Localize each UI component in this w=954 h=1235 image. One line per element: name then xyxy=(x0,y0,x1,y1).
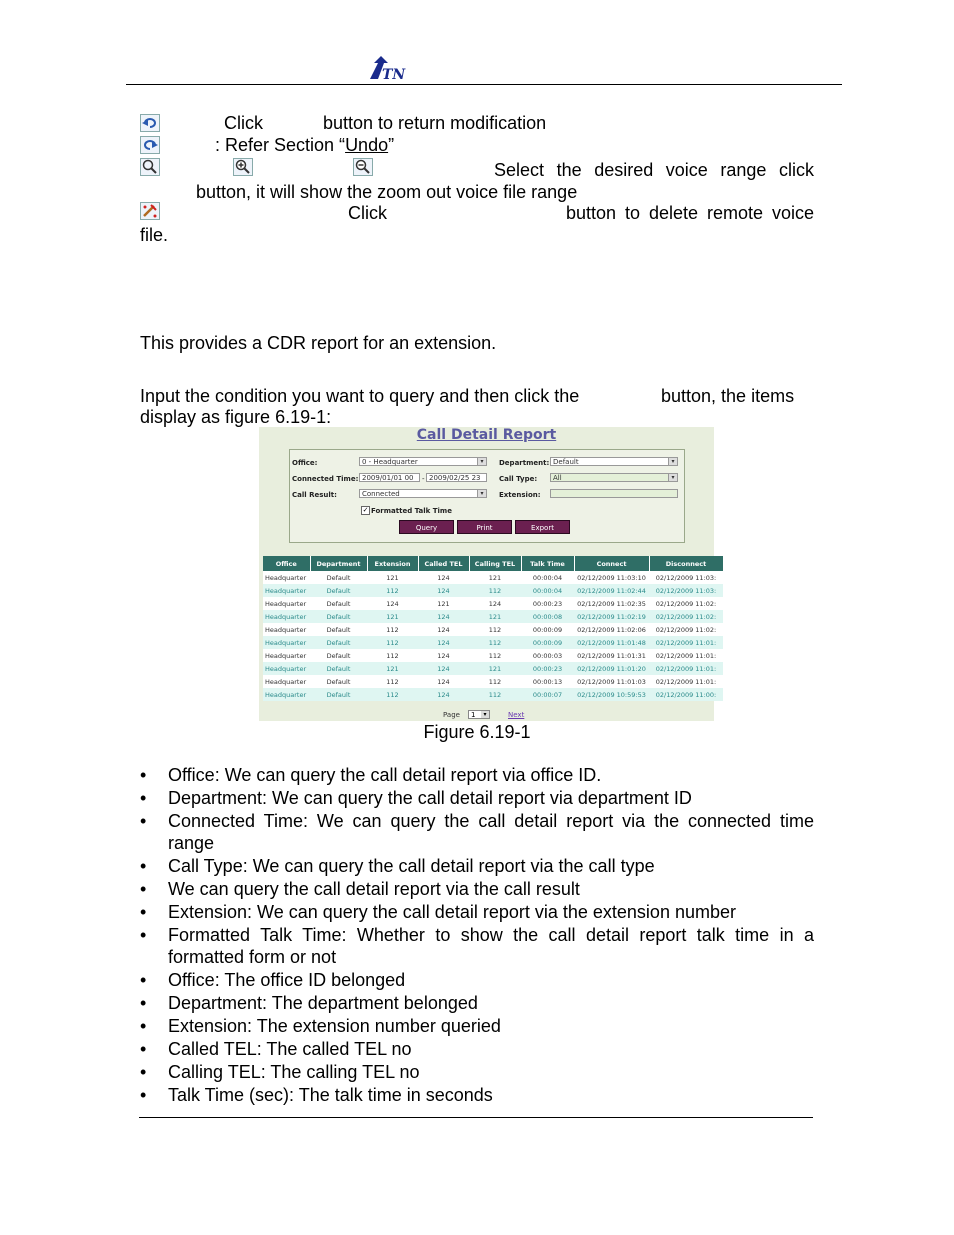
call-result-select[interactable]: Connected ▾ xyxy=(359,489,487,498)
table-cell: Default xyxy=(310,636,367,649)
header-rule xyxy=(126,84,842,85)
table-cell: 112 xyxy=(367,675,418,688)
table-row xyxy=(263,688,723,701)
table-row xyxy=(263,662,723,675)
formatted-label: Formatted Talk Time xyxy=(371,507,452,515)
zoom-tool-icon xyxy=(140,158,160,176)
undo-desc: button to return modification xyxy=(323,113,547,133)
table-cell: Headquarter xyxy=(263,571,310,584)
chevron-down-icon: ▾ xyxy=(481,711,489,718)
table-cell: 124 xyxy=(367,597,418,610)
table-cell: 02/12/2009 11:01:20 xyxy=(574,662,649,675)
column-header: Called TEL xyxy=(418,556,469,571)
bullet-dot: • xyxy=(140,925,147,945)
table-cell: 112 xyxy=(367,623,418,636)
query-button[interactable]: Query xyxy=(399,520,454,534)
column-header: Extension xyxy=(367,556,418,571)
bullet-text: We can query the call detail report via the call result xyxy=(168,879,580,899)
table-cell: 121 xyxy=(469,662,521,675)
table-cell: 02/12/2009 11:02:19 xyxy=(574,610,649,623)
table-cell: 124 xyxy=(418,675,469,688)
table-cell: 112 xyxy=(367,584,418,597)
table-cell: 121 xyxy=(367,662,418,675)
delete-remote-icon xyxy=(140,202,160,220)
intro-text: This provides a CDR report for an extension. xyxy=(140,333,497,353)
table-cell: Headquarter xyxy=(263,597,310,610)
office-label: Office: xyxy=(292,459,318,467)
footer-rule xyxy=(139,1117,813,1118)
table-cell: 02/12/2009 11:02: xyxy=(649,610,723,623)
table-cell: 121 xyxy=(418,597,469,610)
figure-caption: Figure 6.19-1 xyxy=(423,722,531,742)
bullet-dot: • xyxy=(140,1062,147,1082)
table-cell: Headquarter xyxy=(263,623,310,636)
cdr-screenshot xyxy=(259,427,717,721)
bullet-text: Call Type: We can query the call detail report via the call type xyxy=(168,856,655,876)
table-cell: 00:00:09 xyxy=(521,623,574,636)
bullet-dot: • xyxy=(140,811,147,831)
table-row xyxy=(263,610,723,623)
table-cell: 02/12/2009 11:01: xyxy=(649,649,723,662)
table-cell: 02/12/2009 11:01:03 xyxy=(574,675,649,688)
zoom-in-icon xyxy=(233,158,253,176)
table-cell: 124 xyxy=(469,597,521,610)
export-button[interactable]: Export xyxy=(515,520,570,534)
table-cell: 00:00:23 xyxy=(521,662,574,675)
cdr-title: Call Detail Report xyxy=(416,427,557,443)
table-cell: Default xyxy=(310,675,367,688)
table-cell: Headquarter xyxy=(263,649,310,662)
table-row xyxy=(263,623,723,636)
table-cell: 124 xyxy=(418,610,469,623)
bullet-text: formatted form or not xyxy=(168,947,337,967)
table-cell: 112 xyxy=(469,675,521,688)
bullet-text: range xyxy=(168,833,215,853)
header-logo xyxy=(368,55,406,83)
undo-icon xyxy=(140,114,160,132)
table-cell: Default xyxy=(310,688,367,701)
table-cell: 112 xyxy=(367,688,418,701)
table-cell: Headquarter xyxy=(263,636,310,649)
bullet-dot: • xyxy=(140,1039,147,1059)
table-cell: 121 xyxy=(367,610,418,623)
bullet-text: Office: The office ID belonged xyxy=(168,970,406,990)
table-cell: Default xyxy=(310,623,367,636)
table-cell: 02/12/2009 11:01:48 xyxy=(574,636,649,649)
chevron-down-icon: ▾ xyxy=(477,490,486,497)
bullet-dot: • xyxy=(140,993,147,1013)
svg-text:TN: TN xyxy=(382,67,406,83)
table-cell: 02/12/2009 11:01: xyxy=(649,675,723,688)
bullet-dot: • xyxy=(140,788,147,808)
table-cell: 124 xyxy=(418,688,469,701)
department-label: Department: xyxy=(499,459,550,467)
call-type-select[interactable]: All ▾ xyxy=(550,473,678,482)
table-cell: 02/12/2009 11:02:06 xyxy=(574,623,649,636)
table-cell: 112 xyxy=(469,623,521,636)
table-cell: Default xyxy=(310,649,367,662)
table-row xyxy=(263,675,723,688)
table-cell: Default xyxy=(310,662,367,675)
extension-input[interactable] xyxy=(550,489,678,498)
table-cell: Default xyxy=(310,610,367,623)
bullet-dot: • xyxy=(140,765,147,785)
table-row xyxy=(263,649,723,662)
table-cell: 112 xyxy=(469,584,521,597)
bullet-dot: • xyxy=(140,1016,147,1036)
chevron-down-icon: ▾ xyxy=(668,474,677,481)
chevron-down-icon: ▾ xyxy=(477,458,486,465)
table-cell: 02/12/2009 11:00: xyxy=(649,688,723,701)
delete-desc: button to delete remote voice xyxy=(566,203,814,223)
input-text-2: display as figure 6.19-1: xyxy=(140,407,332,427)
column-header: Connect xyxy=(574,556,649,571)
bullet-dot: • xyxy=(140,970,147,990)
redo-icon xyxy=(140,136,160,154)
chevron-down-icon: ▾ xyxy=(668,458,677,465)
bullet-dot: • xyxy=(140,1085,147,1105)
table-cell: Default xyxy=(310,597,367,610)
table-cell: 121 xyxy=(469,610,521,623)
bullet-text: Extension: We can query the call detail report via the extension number xyxy=(168,902,736,922)
table-cell: 00:00:08 xyxy=(521,610,574,623)
table-cell: 02/12/2009 10:59:53 xyxy=(574,688,649,701)
table-cell: 121 xyxy=(469,571,521,584)
column-header: Department xyxy=(310,556,367,571)
table-row xyxy=(263,597,723,610)
table-cell: 00:00:04 xyxy=(521,571,574,584)
table-cell: 112 xyxy=(367,649,418,662)
next-link[interactable]: Next xyxy=(508,711,525,719)
connected-time-label: Connected Time: xyxy=(292,475,359,483)
bullet-text: Connected Time: We can query the call detail report via the connected time xyxy=(168,811,814,831)
bullet-text: Department: We can query the call detail report via department ID xyxy=(168,788,692,808)
print-button[interactable]: Print xyxy=(457,520,512,534)
time-to-input[interactable]: 2009/02/25 23 xyxy=(426,473,487,482)
zoom-out-icon xyxy=(353,158,373,176)
table-cell: 02/12/2009 11:01:31 xyxy=(574,649,649,662)
department-select[interactable]: Default ▾ xyxy=(550,457,678,466)
table-cell: 02/12/2009 11:02: xyxy=(649,623,723,636)
table-cell: 00:00:04 xyxy=(521,584,574,597)
cdr-table xyxy=(263,556,724,701)
table-cell: 124 xyxy=(418,571,469,584)
bullet-dot: • xyxy=(140,879,147,899)
delete-desc-2: file. xyxy=(140,225,169,245)
table-cell: 112 xyxy=(469,636,521,649)
undo-click: Click xyxy=(224,113,263,133)
table-cell: 00:00:13 xyxy=(521,675,574,688)
bullet-text: Calling TEL: The calling TEL no xyxy=(168,1062,420,1082)
table-cell: 112 xyxy=(469,688,521,701)
table-cell: 02/12/2009 11:01: xyxy=(649,636,723,649)
table-cell: 112 xyxy=(367,636,418,649)
zoom-desc-1: Select the desired voice range click xyxy=(494,160,814,180)
table-cell: 02/12/2009 11:01: xyxy=(649,662,723,675)
table-row xyxy=(263,636,723,649)
office-select[interactable]: 0 - Headquarter ▾ xyxy=(359,457,487,466)
extension-label: Extension: xyxy=(499,491,541,499)
bullet-text: Office: We can query the call detail report via office ID. xyxy=(168,765,602,785)
table-row xyxy=(263,584,723,597)
table-cell: 124 xyxy=(418,649,469,662)
table-cell: Default xyxy=(310,571,367,584)
bullet-dot: • xyxy=(140,902,147,922)
column-header: Talk Time xyxy=(521,556,574,571)
table-cell: 02/12/2009 11:02:44 xyxy=(574,584,649,597)
table-cell: 02/12/2009 11:02:35 xyxy=(574,597,649,610)
table-cell: Headquarter xyxy=(263,675,310,688)
table-cell: 02/12/2009 11:03: xyxy=(649,571,723,584)
page-select[interactable]: 1 ▾ xyxy=(468,710,490,719)
table-cell: 124 xyxy=(418,623,469,636)
delete-click: Click xyxy=(348,203,387,223)
bullet-text: Formatted Talk Time: Whether to show the call detail report talk time in a xyxy=(168,925,814,945)
table-cell: Headquarter xyxy=(263,662,310,675)
table-cell: Headquarter xyxy=(263,688,310,701)
input-text-1a: Input the condition you want to query and then click the xyxy=(140,386,580,406)
table-cell: 124 xyxy=(418,662,469,675)
table-cell: 02/12/2009 11:02: xyxy=(649,597,723,610)
table-cell: 00:00:03 xyxy=(521,649,574,662)
bullet-text: Extension: The extension number queried xyxy=(168,1016,501,1036)
bullet-text: Called TEL: The called TEL no xyxy=(168,1039,412,1059)
undo-link[interactable]: Undo xyxy=(345,135,389,155)
time-from-input[interactable]: 2009/01/01 00 xyxy=(359,473,420,482)
call-type-label: Call Type: xyxy=(499,475,538,483)
redo-desc: : Refer Section “Undo” xyxy=(215,135,395,155)
table-cell: 02/12/2009 11:03:10 xyxy=(574,571,649,584)
call-result-label: Call Result: xyxy=(292,491,337,499)
bullet-text: Talk Time (sec): The talk time in seconds xyxy=(168,1085,493,1105)
column-header: Disconnect xyxy=(649,556,723,571)
table-cell: Headquarter xyxy=(263,584,310,597)
table-cell: 124 xyxy=(418,584,469,597)
table-cell: Headquarter xyxy=(263,610,310,623)
table-row xyxy=(263,571,723,584)
bullet-dot: • xyxy=(140,856,147,876)
column-header: Calling TEL xyxy=(469,556,521,571)
table-cell: 00:00:23 xyxy=(521,597,574,610)
table-cell: Default xyxy=(310,584,367,597)
column-header: Office xyxy=(263,556,310,571)
table-cell: 02/12/2009 11:03: xyxy=(649,584,723,597)
bullet-text: Department: The department belonged xyxy=(168,993,478,1013)
page-label: Page xyxy=(443,711,460,719)
table-cell: 112 xyxy=(469,649,521,662)
zoom-desc-2: button, it will show the zoom out voice file range xyxy=(196,182,578,202)
input-text-1b: button, the items xyxy=(661,386,795,406)
table-cell: 124 xyxy=(418,636,469,649)
time-separator: - xyxy=(422,475,425,483)
table-cell: 00:00:09 xyxy=(521,636,574,649)
table-cell: 00:00:07 xyxy=(521,688,574,701)
formatted-checkbox[interactable]: ✓ xyxy=(362,506,369,514)
table-cell: 121 xyxy=(367,571,418,584)
